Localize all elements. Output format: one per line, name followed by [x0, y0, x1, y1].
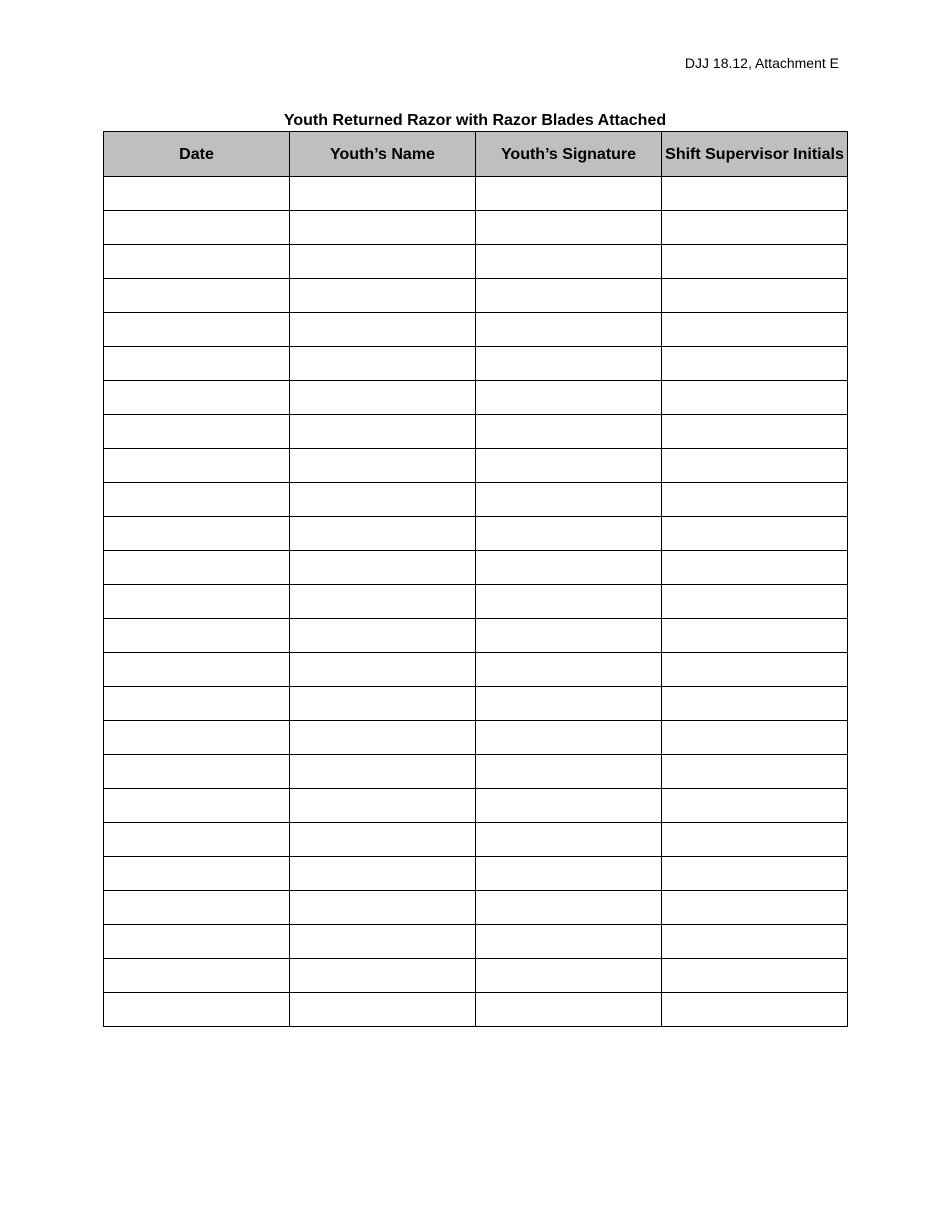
youth-signature-cell[interactable] — [476, 177, 662, 211]
youth-name-cell[interactable] — [290, 653, 476, 687]
youth-name-cell[interactable] — [290, 551, 476, 585]
supervisor-initials-cell[interactable] — [662, 347, 848, 381]
youth-signature-cell[interactable] — [476, 483, 662, 517]
date-cell[interactable] — [104, 449, 290, 483]
supervisor-initials-cell[interactable] — [662, 687, 848, 721]
table-row — [104, 823, 848, 857]
supervisor-initials-cell[interactable] — [662, 653, 848, 687]
youth-name-cell[interactable] — [290, 313, 476, 347]
youth-signature-cell[interactable] — [476, 449, 662, 483]
date-cell[interactable] — [104, 177, 290, 211]
table-row — [104, 687, 848, 721]
youth-name-cell[interactable] — [290, 891, 476, 925]
youth-signature-cell[interactable] — [476, 857, 662, 891]
youth-name-cell[interactable] — [290, 755, 476, 789]
supervisor-initials-cell[interactable] — [662, 619, 848, 653]
date-cell[interactable] — [104, 891, 290, 925]
column-header-date: Date — [104, 132, 290, 177]
table-row — [104, 959, 848, 993]
supervisor-initials-cell[interactable] — [662, 993, 848, 1027]
supervisor-initials-cell[interactable] — [662, 857, 848, 891]
table-row — [104, 925, 848, 959]
table-row — [104, 415, 848, 449]
supervisor-initials-cell[interactable] — [662, 279, 848, 313]
column-header-youth-signature: Youth’s Signature — [476, 132, 662, 177]
column-header-youth-name: Youth’s Name — [290, 132, 476, 177]
table-row — [104, 789, 848, 823]
youth-signature-cell[interactable] — [476, 993, 662, 1027]
supervisor-initials-cell[interactable] — [662, 245, 848, 279]
razor-return-log-table — [103, 131, 848, 1027]
youth-signature-cell[interactable] — [476, 789, 662, 823]
supervisor-initials-cell[interactable] — [662, 415, 848, 449]
table-row — [104, 313, 848, 347]
table-row — [104, 585, 848, 619]
youth-signature-cell[interactable] — [476, 925, 662, 959]
supervisor-initials-cell[interactable] — [662, 483, 848, 517]
youth-signature-cell[interactable] — [476, 517, 662, 551]
column-header-shift-supervisor-initials: Shift Supervisor Initials — [662, 132, 848, 177]
youth-name-cell[interactable] — [290, 347, 476, 381]
supervisor-initials-cell[interactable] — [662, 789, 848, 823]
youth-name-cell[interactable] — [290, 823, 476, 857]
youth-name-cell[interactable] — [290, 449, 476, 483]
youth-signature-cell[interactable] — [476, 211, 662, 245]
date-cell[interactable] — [104, 483, 290, 517]
date-cell[interactable] — [104, 653, 290, 687]
youth-name-cell[interactable] — [290, 279, 476, 313]
youth-name-cell[interactable] — [290, 483, 476, 517]
youth-name-cell[interactable] — [290, 415, 476, 449]
date-cell[interactable] — [104, 993, 290, 1027]
youth-signature-cell[interactable] — [476, 959, 662, 993]
supervisor-initials-cell[interactable] — [662, 585, 848, 619]
youth-signature-cell[interactable] — [476, 585, 662, 619]
youth-name-cell[interactable] — [290, 585, 476, 619]
date-cell[interactable] — [104, 857, 290, 891]
youth-signature-cell[interactable] — [476, 347, 662, 381]
date-cell[interactable] — [104, 959, 290, 993]
table-row — [104, 755, 848, 789]
table-row — [104, 551, 848, 585]
table-row — [104, 211, 848, 245]
youth-signature-cell[interactable] — [476, 619, 662, 653]
supervisor-initials-cell[interactable] — [662, 517, 848, 551]
date-cell[interactable] — [104, 415, 290, 449]
youth-name-cell[interactable] — [290, 245, 476, 279]
table-row — [104, 653, 848, 687]
date-cell[interactable] — [104, 789, 290, 823]
date-cell[interactable] — [104, 279, 290, 313]
table-body — [104, 177, 848, 1027]
date-cell[interactable] — [104, 347, 290, 381]
youth-name-cell[interactable] — [290, 789, 476, 823]
youth-signature-cell[interactable] — [476, 721, 662, 755]
table-row — [104, 245, 848, 279]
supervisor-initials-cell[interactable] — [662, 721, 848, 755]
supervisor-initials-cell[interactable] — [662, 755, 848, 789]
supervisor-initials-cell[interactable] — [662, 381, 848, 415]
date-cell[interactable] — [104, 381, 290, 415]
youth-name-cell[interactable] — [290, 959, 476, 993]
youth-signature-cell[interactable] — [476, 687, 662, 721]
youth-name-cell[interactable] — [290, 211, 476, 245]
youth-name-cell[interactable] — [290, 993, 476, 1027]
supervisor-initials-cell[interactable] — [662, 925, 848, 959]
date-cell[interactable] — [104, 551, 290, 585]
youth-signature-cell[interactable] — [476, 245, 662, 279]
youth-name-cell[interactable] — [290, 857, 476, 891]
youth-signature-cell[interactable] — [476, 551, 662, 585]
date-cell[interactable] — [104, 211, 290, 245]
supervisor-initials-cell[interactable] — [662, 551, 848, 585]
youth-signature-cell[interactable] — [476, 891, 662, 925]
youth-signature-cell[interactable] — [476, 823, 662, 857]
youth-signature-cell[interactable] — [476, 313, 662, 347]
youth-name-cell[interactable] — [290, 925, 476, 959]
date-cell[interactable] — [104, 755, 290, 789]
table-row — [104, 177, 848, 211]
table-row — [104, 721, 848, 755]
youth-name-cell[interactable] — [290, 687, 476, 721]
supervisor-initials-cell[interactable] — [662, 891, 848, 925]
youth-name-cell[interactable] — [290, 177, 476, 211]
table-row — [104, 381, 848, 415]
supervisor-initials-cell[interactable] — [662, 177, 848, 211]
youth-name-cell[interactable] — [290, 517, 476, 551]
table-row — [104, 279, 848, 313]
date-cell[interactable] — [104, 619, 290, 653]
date-cell[interactable] — [104, 517, 290, 551]
table-row — [104, 891, 848, 925]
supervisor-initials-cell[interactable] — [662, 959, 848, 993]
date-cell[interactable] — [104, 721, 290, 755]
supervisor-initials-cell[interactable] — [662, 211, 848, 245]
youth-name-cell[interactable] — [290, 619, 476, 653]
date-cell[interactable] — [104, 925, 290, 959]
table-row — [104, 483, 848, 517]
date-cell[interactable] — [104, 585, 290, 619]
table-row — [104, 449, 848, 483]
table-row — [104, 993, 848, 1027]
form-title: Youth Returned Razor with Razor Blades Attached — [283, 112, 667, 129]
supervisor-initials-cell[interactable] — [662, 823, 848, 857]
table-row — [104, 857, 848, 891]
document-reference: DJJ 18.12, Attachment E — [684, 55, 839, 71]
youth-signature-cell[interactable] — [476, 755, 662, 789]
table-row — [104, 517, 848, 551]
date-cell[interactable] — [104, 245, 290, 279]
youth-name-cell[interactable] — [290, 381, 476, 415]
youth-signature-cell[interactable] — [476, 653, 662, 687]
supervisor-initials-cell[interactable] — [662, 313, 848, 347]
date-cell[interactable] — [104, 313, 290, 347]
table-header-row — [104, 132, 848, 177]
supervisor-initials-cell[interactable] — [662, 449, 848, 483]
table-row — [104, 619, 848, 653]
youth-signature-cell[interactable] — [476, 415, 662, 449]
table-row — [104, 347, 848, 381]
date-cell[interactable] — [104, 687, 290, 721]
youth-signature-cell[interactable] — [476, 381, 662, 415]
youth-name-cell[interactable] — [290, 721, 476, 755]
date-cell[interactable] — [104, 823, 290, 857]
youth-signature-cell[interactable] — [476, 279, 662, 313]
